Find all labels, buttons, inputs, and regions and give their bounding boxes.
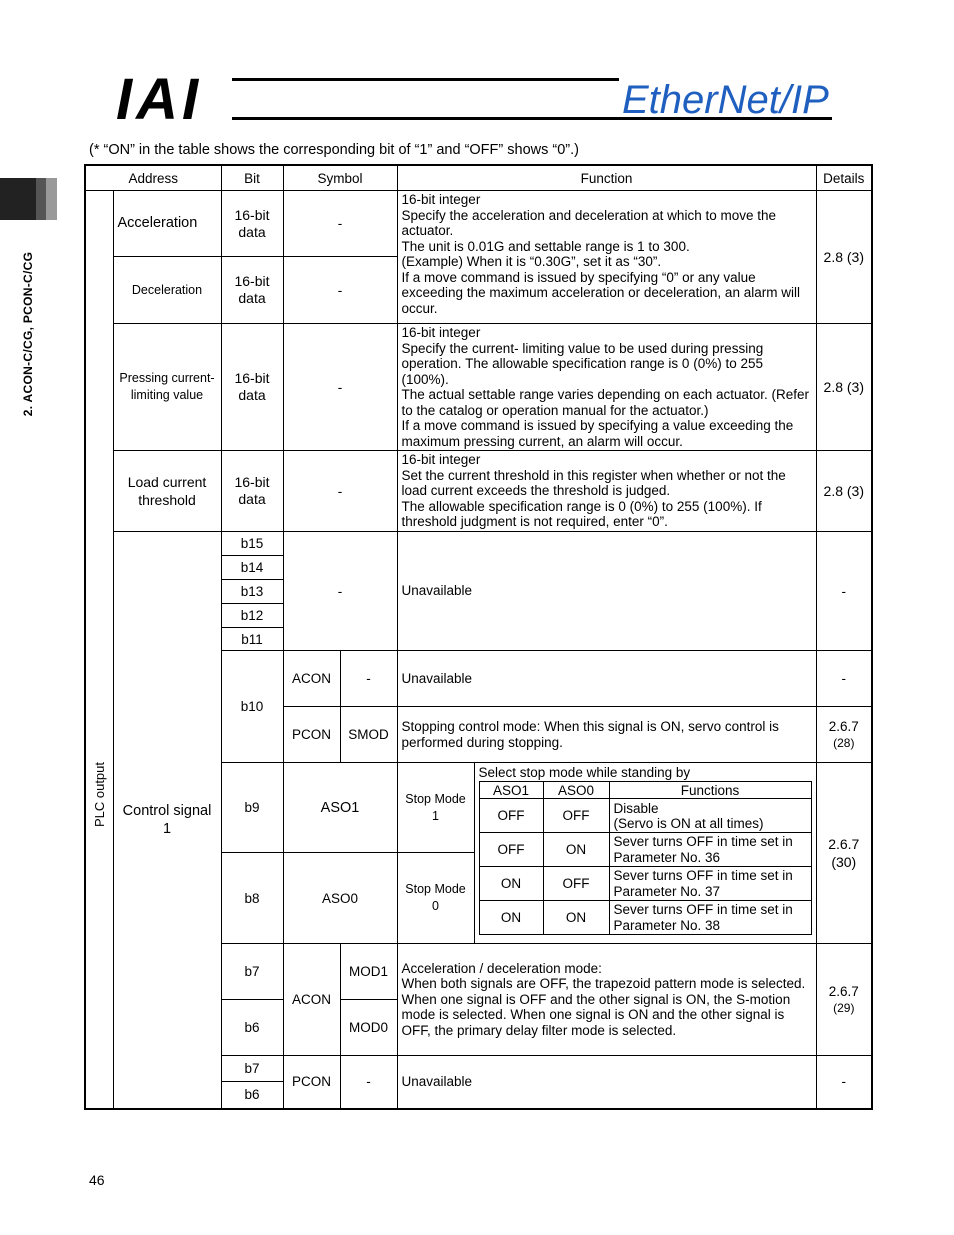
details-unavailable: - [816,532,872,651]
header-details: Details [816,165,872,191]
stop-row3-aso0: OFF [543,867,609,901]
symbol-mod0: MOD0 [340,1000,397,1056]
header-symbol: Symbol [283,165,397,191]
function-pressing: 16-bit integer Specify the current- limiting value to be used during pressing operation. The allowable specification range is 0 (0%) to 255 (100%). The actual settable range varies depending on each actuator. (Refer to the catalog or operation manual for the actuator.) If a move command is issued by specifying a value exceeding the maximum pressing current, an alarm will occur. [397,324,816,451]
function-mod: Acceleration / deceleration mode: When both signals are OFF, the trapezoid pattern mode is selected. When one signal is OFF and the other signal is ON, the S-motion mode is selected. When one signal is ON and the other signal is OFF, the primary delay filter mode is selected. [397,944,816,1056]
bit-b6-pcon: b6 [221,1082,283,1109]
function-accel-decel: 16-bit integer Specify the acceleration and deceleration at which to move the actuator. The unit is 0.01G and settable range is 1 to 300. (Example) When it is “0.30G”, set it as “30”. If a move command is issued by specifying “0” or any value exceeding the maximum acceleration or deceleration, an alarm will occur. [397,191,816,324]
symbol-deceleration: - [283,257,397,324]
symbol-unavailable: - [283,532,397,651]
stop-row4-aso0: ON [543,901,609,935]
details-pressing: 2.8 (3) [816,324,872,451]
details-mod-sub: (29) [833,1000,855,1015]
bit-b9: b9 [221,763,283,853]
table-row [85,532,872,556]
stop-mode-title: Select stop mode while standing by [478,765,691,780]
stop-row4-function: Sever turns OFF in time set in Parameter No. 38 [609,901,811,935]
symbol-aso0: ASO0 [283,853,397,944]
symbol-load-current: - [283,451,397,532]
stop-row4-aso1: ON [479,901,543,935]
function-acon-b10: Unavailable [397,651,816,707]
details-accel-decel: 2.8 (3) [816,191,872,324]
details-smod [816,707,872,763]
controller-acon-mod: ACON [283,944,340,1056]
details-stop-mode: 2.6.7 (30) [816,763,872,944]
stop-row2-aso0: ON [543,833,609,867]
symbol-acceleration: - [283,191,397,257]
stop-mode-table [479,781,812,935]
address-deceleration: Deceleration [113,257,221,324]
header-address: Address [85,165,221,191]
stop-mode-0: Stop Mode 0 [397,853,474,944]
header-rule-top [232,78,619,81]
stop-mode-1: Stop Mode 1 [397,763,474,853]
bit-pressing: 16-bit data [221,324,283,451]
address-acceleration: Acceleration [113,191,221,257]
bit-load-current: 16-bit data [221,451,283,532]
header-bit: Bit [221,165,283,191]
bit-b15: b15 [221,532,283,556]
iai-logo: IAI [116,67,203,132]
stop-header-aso0: ASO0 [543,782,609,799]
symbol-pcon-b7b6: - [340,1056,397,1109]
stop-row1-function: Disable (Servo is ON at all times) [609,799,811,833]
details-mod-main: 2.6.7 [828,983,859,999]
table-row [479,867,811,901]
bit-b7-pcon: b7 [221,1056,283,1082]
details-mod [816,944,872,1056]
symbol-acon-b10: - [340,651,397,707]
controller-pcon-b10: PCON [283,707,340,763]
plc-output-table [84,164,873,1110]
ethernet-ip-logo: EtherNet/IP [622,78,829,122]
address-pressing: Pressing current-limiting value [113,324,221,451]
page-number: 46 [89,1172,105,1188]
bit-b13: b13 [221,580,283,604]
chapter-tab [0,178,57,220]
stop-row3-function: Sever turns OFF in time set in Parameter No. 37 [609,867,811,901]
chapter-side-label: 2. ACON-C/CG, PCON-C/CG [21,251,35,417]
table-row [85,451,872,532]
address-control-signal: Control signal 1 [113,532,221,1109]
plc-output-label-cell [85,191,113,1109]
controller-pcon-b7b6: PCON [283,1056,340,1109]
details-pcon-b7b6: - [816,1056,872,1109]
table-row [479,833,811,867]
function-pcon-b7b6: Unavailable [397,1056,816,1109]
bit-b10: b10 [221,651,283,763]
details-acon-b10: - [816,651,872,707]
stop-row2-aso1: OFF [479,833,543,867]
function-load-current: 16-bit integer Set the current threshold in this register when whether or not the load current exceeds the threshold is judged. The allowable specification range is 0 (0%) to 255 (100%). If threshold judgment is not required, enter “0”. [397,451,816,532]
bit-b11: b11 [221,628,283,651]
stop-row3-aso1: ON [479,867,543,901]
stop-row1-aso0: OFF [543,799,609,833]
table-row [85,191,872,257]
table-row [85,324,872,451]
bit-b8: b8 [221,853,283,944]
controller-acon-b10: ACON [283,651,340,707]
bit-b12: b12 [221,604,283,628]
symbol-mod1: MOD1 [340,944,397,1000]
stop-header-aso1: ASO1 [479,782,543,799]
header-function: Function [397,165,816,191]
table-row [479,901,811,935]
details-smod-main: 2.6.7 [828,718,859,734]
stop-row2-function: Sever turns OFF in time set in Parameter No. 36 [609,833,811,867]
bit-b6-acon: b6 [221,1000,283,1056]
stop-table-header-row [479,782,811,799]
stop-row1-aso1: OFF [479,799,543,833]
bit-b14: b14 [221,556,283,580]
function-smod: Stopping control mode: When this signal is ON, servo control is performed during stopping. [397,707,816,763]
stop-header-functions: Functions [609,782,811,799]
table-row [479,799,811,833]
bit-acceleration: 16-bit data [221,191,283,257]
symbol-smod: SMOD [340,707,397,763]
function-unavailable: Unavailable [397,532,816,651]
plc-output-label: PLC output [91,761,107,827]
symbol-pressing: - [283,324,397,451]
symbol-aso1: ASO1 [283,763,397,853]
details-smod-sub: (28) [833,735,855,750]
table-note: (* “ON” in the table shows the corresponding bit of “1” and “OFF” shows “0”.) [89,142,579,158]
address-load-current: Load current threshold [113,451,221,532]
stop-mode-function-cell [474,763,816,944]
bit-deceleration: 16-bit data [221,257,283,324]
bit-b7-acon: b7 [221,944,283,1000]
table-header-row [85,165,872,191]
details-load-current: 2.8 (3) [816,451,872,532]
